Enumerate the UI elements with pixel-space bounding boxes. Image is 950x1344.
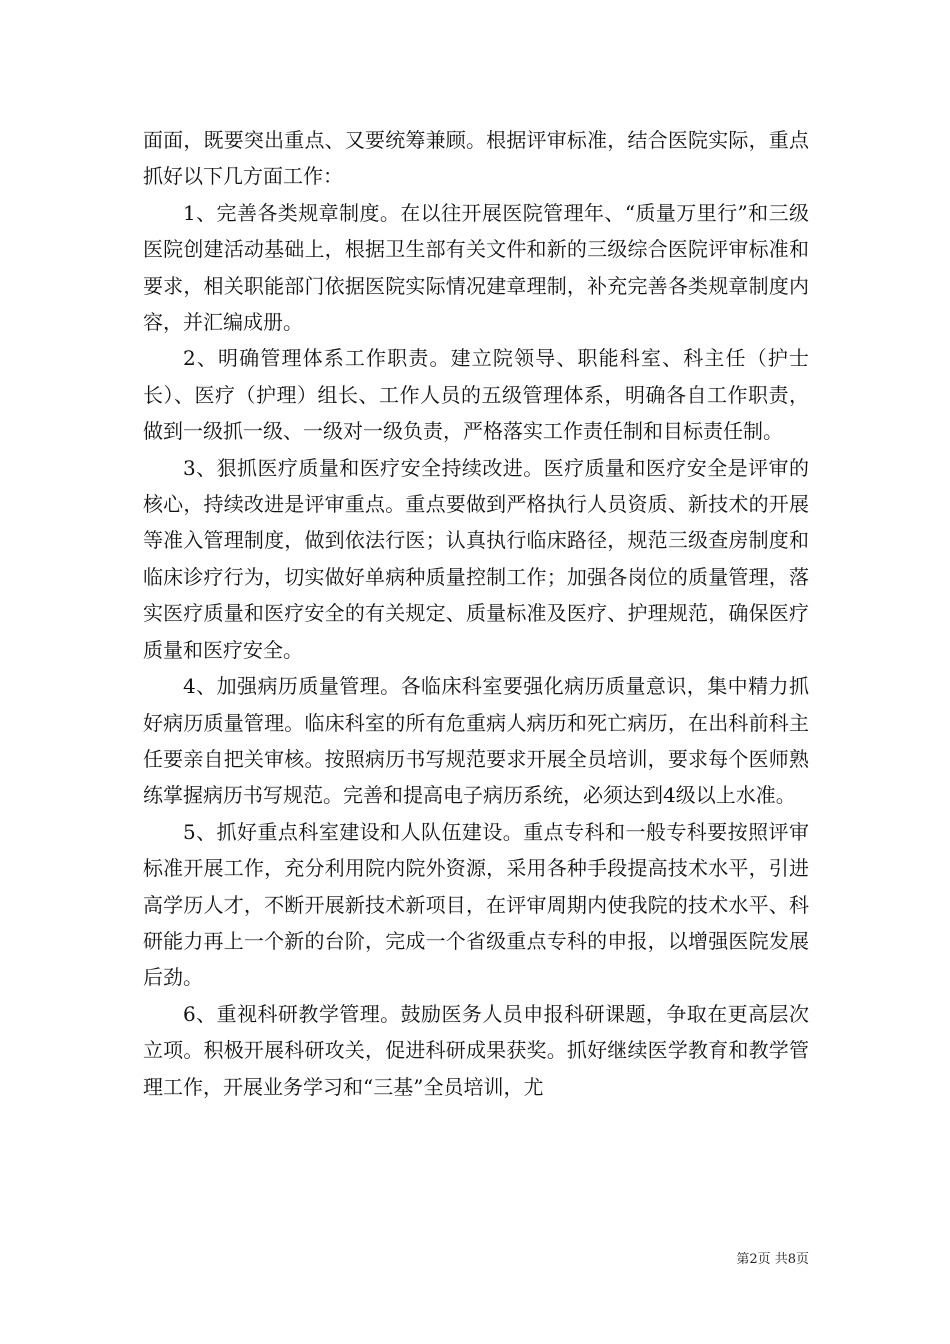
paragraph-quality-safety: 3、狠抓医疗质量和医疗安全持续改进。医疗质量和医疗安全是评审的核心，持续改进是评审重点。重点要做到严格执行人员资质、新技术的开展等准入管理制度，做到依法行医；认真执行临床路径，规范三级查房制度和临床诊疗行为，切实做好单病种质量控制工作；加强各岗位的质量管理，落实医疗质量和医疗安全的有关规定、质量标准及医疗、护理规范，确保医疗质量和医疗安全。: [143, 455, 809, 662]
paragraph-regulations: 1、完善各类规章制度。在以往开展医院管理年、“质量万里行”和三级医院创建活动基础上，根据卫生部有关文件和新的三级综合医院评审标准和要求，相关职能部门依据医院实际情况建章理制，补充完善各类规章制度内容，并汇编成册。: [143, 200, 809, 335]
page-number: 第2页 共8页: [736, 1252, 809, 1267]
document-body: [143, 122, 809, 1105]
paragraph-key-departments: 5、抓好重点科室建设和人队伍建设。重点专科和一般专科要按照评审标准开展工作，充分利用院内院外资源，采用各种手段提高技术水平，引进高学历人才，不断开展新技术新项目，在评审周期内使我院的技术水平、科研能力再上一个新的台阶，完成一个省级重点专科的申报，以增强医院发展后劲。: [143, 819, 809, 990]
paragraph-medical-records: 4、加强病历质量管理。各临床科室要强化病历质量意识，集中精力抓好病历质量管理。临床科室的所有危重病人病历和死亡病历，在出科前科主任要亲自把关审核。按照病历书写规范要求开展全员培训，要求每个医师熟练掌握病历书写规范。完善和提高电子病历系统，必须达到4级以上水准。: [143, 674, 809, 808]
paragraph-management-system: 2、明确管理体系工作职责。建立院领导、职能科室、科主任（护士长）、医疗（护理）组长、工作人员的五级管理体系，明确各自工作职责，做到一级抓一级、一级对一级负责，严格落实工作责任制和目标责任制。: [143, 346, 809, 444]
paragraph-research-teaching: 6、重视科研教学管理。鼓励医务人员申报科研课题，争取在更高层次立项。积极开展科研攻关，促进科研成果获奖。抓好继续医学教育和教学管理工作，开展业务学习和“三基”全员培训，尤: [143, 1001, 809, 1099]
paragraph-continuation: 面面，既要突出重点、又要统筹兼顾。根据评审标准，结合医院实际，重点抓好以下几方面工作：: [143, 128, 809, 189]
